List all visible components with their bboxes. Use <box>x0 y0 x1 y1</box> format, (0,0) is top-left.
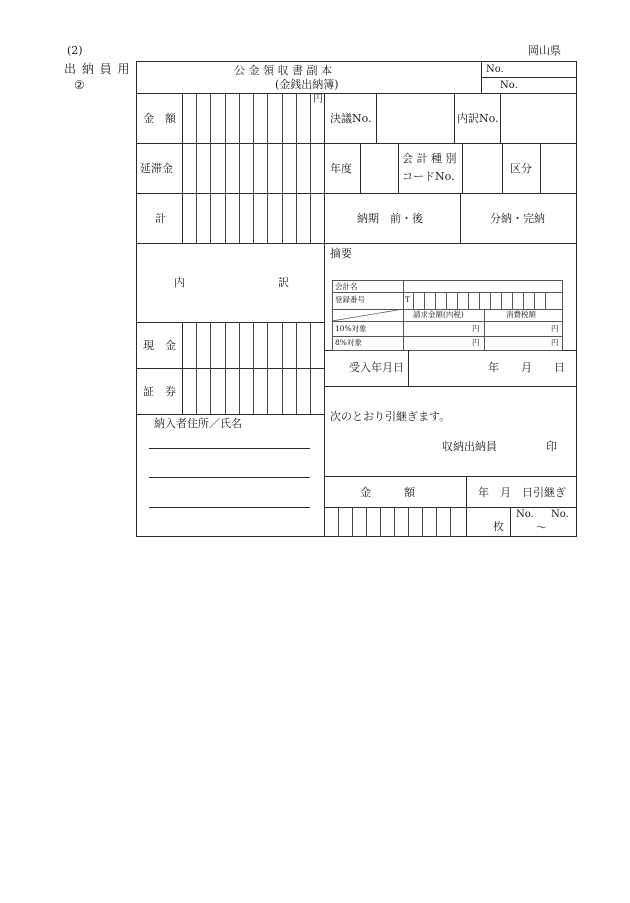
total-label: 計 <box>155 212 166 225</box>
form-subtitle: (金銭出納簿) <box>275 78 339 91</box>
handover-date-label: 年 月 日引継ぎ <box>478 486 566 499</box>
summary-label: 摘要 <box>330 247 352 260</box>
payer-label: 納入者住所／氏名 <box>154 417 242 430</box>
officer-label: 収納出納員 <box>442 440 497 453</box>
securities-label: 証 券 <box>143 385 176 398</box>
rate-8-label: 8%対象 <box>335 338 362 347</box>
copy-number: (2) <box>67 44 83 57</box>
breakdown-no-label: 内訳No. <box>457 112 499 125</box>
billed-amount-header: 請求金額(内税) <box>413 310 464 319</box>
breakdown-label-right: 訳 <box>278 276 289 289</box>
range-tilde: ～ <box>536 521 547 534</box>
no-label-2: No. <box>500 80 518 91</box>
cash-label: 現 金 <box>143 339 176 352</box>
payer-line[interactable] <box>149 477 310 478</box>
decision-no-label: 決議No. <box>330 112 372 125</box>
rate-8-tax-unit: 円 <box>551 338 559 347</box>
amount-header: 金 額 <box>360 486 415 499</box>
fiscal-year-label: 年度 <box>330 162 352 175</box>
category-label: 区分 <box>510 162 532 175</box>
form-title: 公 金 領 収 書 副 本 <box>234 64 332 77</box>
consumption-tax-header: 消費税額 <box>506 310 536 319</box>
receipt-date-label: 受入年月日 <box>349 361 404 374</box>
payer-line[interactable] <box>149 507 310 508</box>
prefecture-label: 岡山県 <box>528 44 561 57</box>
due-label: 納期 前・後 <box>357 212 423 225</box>
sheets-label: 枚 <box>493 520 504 533</box>
yen-mark: 円 <box>313 94 323 105</box>
rate-8-amount-unit: 円 <box>472 338 480 347</box>
rate-10-label: 10%対象 <box>335 324 367 333</box>
account-name-label: 会計名 <box>335 282 358 291</box>
range-no-to: No. <box>551 509 569 520</box>
registration-prefix: T <box>405 295 411 304</box>
rate-10-amount-unit: 円 <box>472 324 480 333</box>
late-fee-label: 延滞金 <box>140 162 173 175</box>
amount-label: 金 額 <box>143 112 176 125</box>
seal-label: 印 <box>546 440 557 453</box>
frame-left <box>136 61 137 537</box>
registration-no-label: 登録番号 <box>335 295 365 304</box>
receipt-date-value: 年 月 日 <box>488 361 565 374</box>
payer-line[interactable] <box>149 448 310 449</box>
no-label-1: No. <box>486 64 504 75</box>
code-no-label: コードNo. <box>402 170 455 183</box>
frame-right <box>576 61 577 537</box>
side-label-circled: ② <box>74 78 85 92</box>
handover-text: 次のとおり引継ぎます。 <box>330 410 451 423</box>
diagonal-slash <box>332 309 404 322</box>
account-type-label: 会 計 種 別 <box>402 152 457 165</box>
side-label: 出 納 員 用 <box>64 62 131 76</box>
breakdown-label-left: 内 <box>174 276 185 289</box>
installment-label: 分納・完納 <box>490 212 545 225</box>
range-no-from: No. <box>516 509 534 520</box>
frame-top <box>136 61 577 62</box>
rate-10-tax-unit: 円 <box>551 324 559 333</box>
